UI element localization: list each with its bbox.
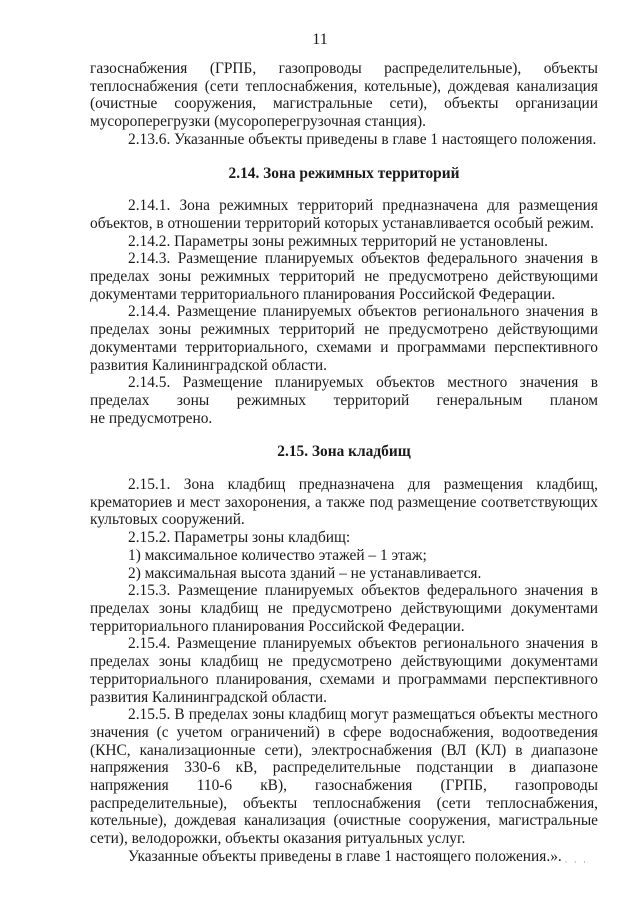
document-body <box>90 60 598 866</box>
list-item-1: 1) максимальное количество этажей – 1 этаж; <box>128 546 427 564</box>
paragraph-2-15-4: 2.15.4. Размещение планируемых объектов регионального значения в пределах зоны кладбищ не предусмотрено действующими документами территориального планирования, схемами и программами перспективного развития Калининградской области. <box>90 635 598 706</box>
corner-mark: · · · <box>564 857 588 867</box>
paragraph-2-15-5: 2.15.5. В пределах зоны кладбищ могут размещаться объекты местного значения (с учетом ограничений) в сфере водоснабжения, водоотведения (КНС, канализационные сети), электроснабжения (ВЛ (КЛ) в диапазоне напряжения 330-6 кВ, распределительные подстанции в диапазоне напряжения 110-6 кВ), газоснабжения (ГРПБ, газопроводы распределительные), объекты теплоснабжения (сети теплоснабжения, котельные), дождевая канализация (очистные сооружения, магистральные сети), велодорожки, объекты оказания ритуальных услуг. <box>90 706 598 848</box>
paragraph-2-14-2: 2.14.2. Параметры зоны режимных территорий не установлены. <box>128 232 548 250</box>
paragraph-2-14-1: 2.14.1. Зона режимных территорий предназначена для размещения объектов, в отношении территорий которых устанавливается особый режим. <box>90 197 598 232</box>
section-heading-2-15: 2.15. Зона кладбищ <box>277 443 411 461</box>
list-item-2: 2) максимальная высота зданий – не устанавливается. <box>128 564 482 582</box>
paragraph-2-15-3: 2.15.3. Размещение планируемых объектов федерального значения в пределах зоны кладбищ не предусмотрено действующими документами территориального планирования Российской Федерации. <box>90 582 598 635</box>
paragraph-2-15-2: 2.15.2. Параметры зоны кладбищ: <box>128 529 351 547</box>
paragraph-continuation: газоснабжения (ГРПБ, газопроводы распределительные), объекты теплоснабжения (сети теплоснабжения, котельные), дождевая канализация (очистные сооружения, магистральные сети), объекты организации мусороперегрузки (мусороперегрузочная станция). <box>90 60 598 131</box>
paragraph-2-14-5: 2.14.5. Размещение планируемых объектов местного значения в пределах зоны режимных территорий генеральным планом <box>90 374 598 409</box>
page-number: 11 <box>312 31 328 48</box>
paragraph-2-14-4: 2.14.4. Размещение планируемых объектов регионального значения в пределах зоны режимных территорий не предусмотрено действующими документами территориального, схемами и программами перспективного развития Калининградской области. <box>90 303 598 374</box>
paragraph-closing: Указанные объекты приведены в главе 1 настоящего положения.». <box>128 847 562 865</box>
paragraph-2-13-6: 2.13.6. Указанные объекты приведены в главе 1 настоящего положения. <box>128 130 597 148</box>
paragraph-2-15-1: 2.15.1. Зона кладбищ предназначена для размещения кладбищ, крематориев и мест захоронения, а также под размещение соответствующих культовых сооружений. <box>90 476 598 529</box>
paragraph-2-14-5-end: не предусмотрено. <box>90 409 213 427</box>
paragraph-2-14-3: 2.14.3. Размещение планируемых объектов федерального значения в пределах зоны режимных территорий не предусмотрено действующими документами территориального планирования Российской Федерации. <box>90 250 598 303</box>
section-heading-2-14: 2.14. Зона режимных территорий <box>228 164 460 182</box>
